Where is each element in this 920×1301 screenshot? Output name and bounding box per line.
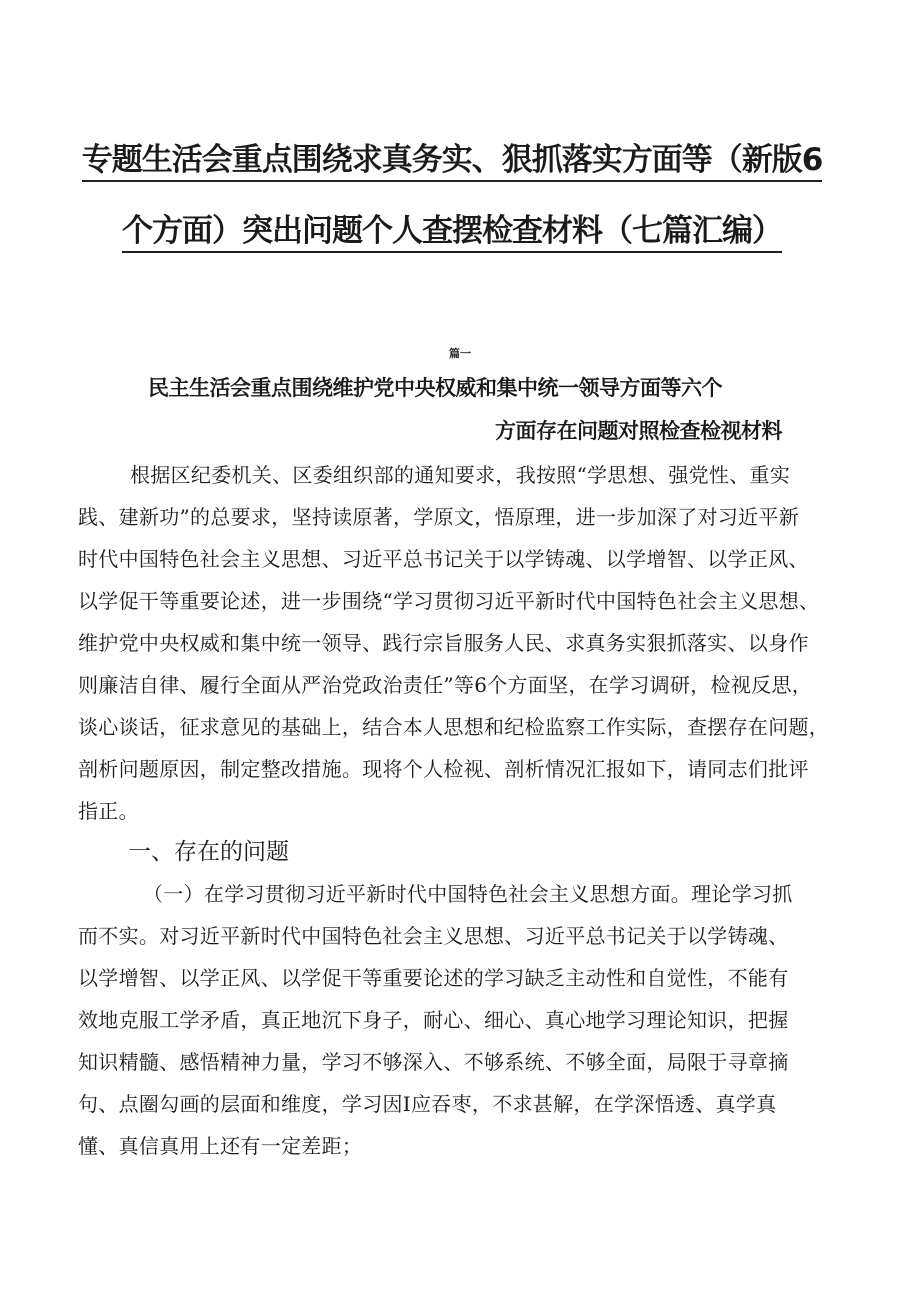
intro-paragraph-line: 时代中国特色社会主义思想、习近平总书记关于以学铸魂、以学增智、以学正风、 [78,547,809,571]
intro-paragraph-line: 以学促干等重要论述，进一步围绕“学习贯彻习近平新时代中国特色社会主义思想、 [78,589,820,613]
section-paragraph-line: 知识精髓、感悟精神力量，学习不够深入、不够系统、不够全面，局限于寻章摘 [78,1050,789,1074]
intro-paragraph-line: 剖析问题原因，制定整改措施。现将个人检视、剖析情况汇报如下，请同志们批评 [78,757,809,781]
section-paragraph-line: 句、点圈勾画的层面和维度，学习因I应吞枣，不求甚解，在学深悟透、真学真 [78,1092,777,1116]
section-paragraph-line: （一）在学习贯彻习近平新时代中国特色社会主义思想方面。理论学习抓 [143,882,793,906]
section-paragraph-line: 而不实。对习近平新时代中国特色社会主义思想、习近平总书记关于以学铸魂、 [78,924,789,948]
document-title-text-2: 个方面）突出问题个人查摆检查材料（七篇汇编） [122,213,782,253]
intro-paragraph-line: 维护党中央权威和集中统一领导、践行宗旨服务人民、求真务实狠抓落实、以身作 [78,631,809,655]
section-paragraph-line: 效地克服工学矛盾，真正地沉下身子，耐心、细心、真心地学习理论知识，把握 [78,1008,789,1032]
document-title-line-1 [62,143,842,177]
intro-paragraph-line: 根据区纪委机关、区委组织部的通知要求，我按照“学思想、强党性、重实 [130,463,791,487]
section-paragraph-line: 懂、真信真用上还有一定差距； [78,1134,363,1158]
document-title-text-1: 专题生活会重点围绕求真务实、狠抓落实方面等（新版6 [82,142,823,182]
subtitle-line-1: 民主生活会重点围绕维护党中央权威和集中统一领导方面等六个 [148,376,722,400]
subtitle-line-2: 方面存在问题对照检查检视材料 [495,419,782,443]
intro-paragraph-line: 谈心谈话，征求意见的基础上，结合本人思想和纪检监察工作实际，查摆存在问题， [78,715,830,739]
intro-paragraph-line: 则廉洁自律、履行全面从严治党政治责任”等6个方面坚，在学习调研，检视反思， [78,673,813,697]
section-heading: 一、存在的问题 [128,839,289,865]
document-title-line-2 [62,214,842,248]
piece-label: 篇一 [449,347,471,360]
intro-paragraph-line: 践、建新功”的总要求，坚持读原著，学原文，悟原理，进一步加深了对习近平新 [78,505,800,529]
intro-paragraph-line: 指正。 [78,799,139,823]
section-paragraph-line: 以学增智、以学正风、以学促干等重要论述的学习缺乏主动性和自觉性，不能有 [78,966,789,990]
